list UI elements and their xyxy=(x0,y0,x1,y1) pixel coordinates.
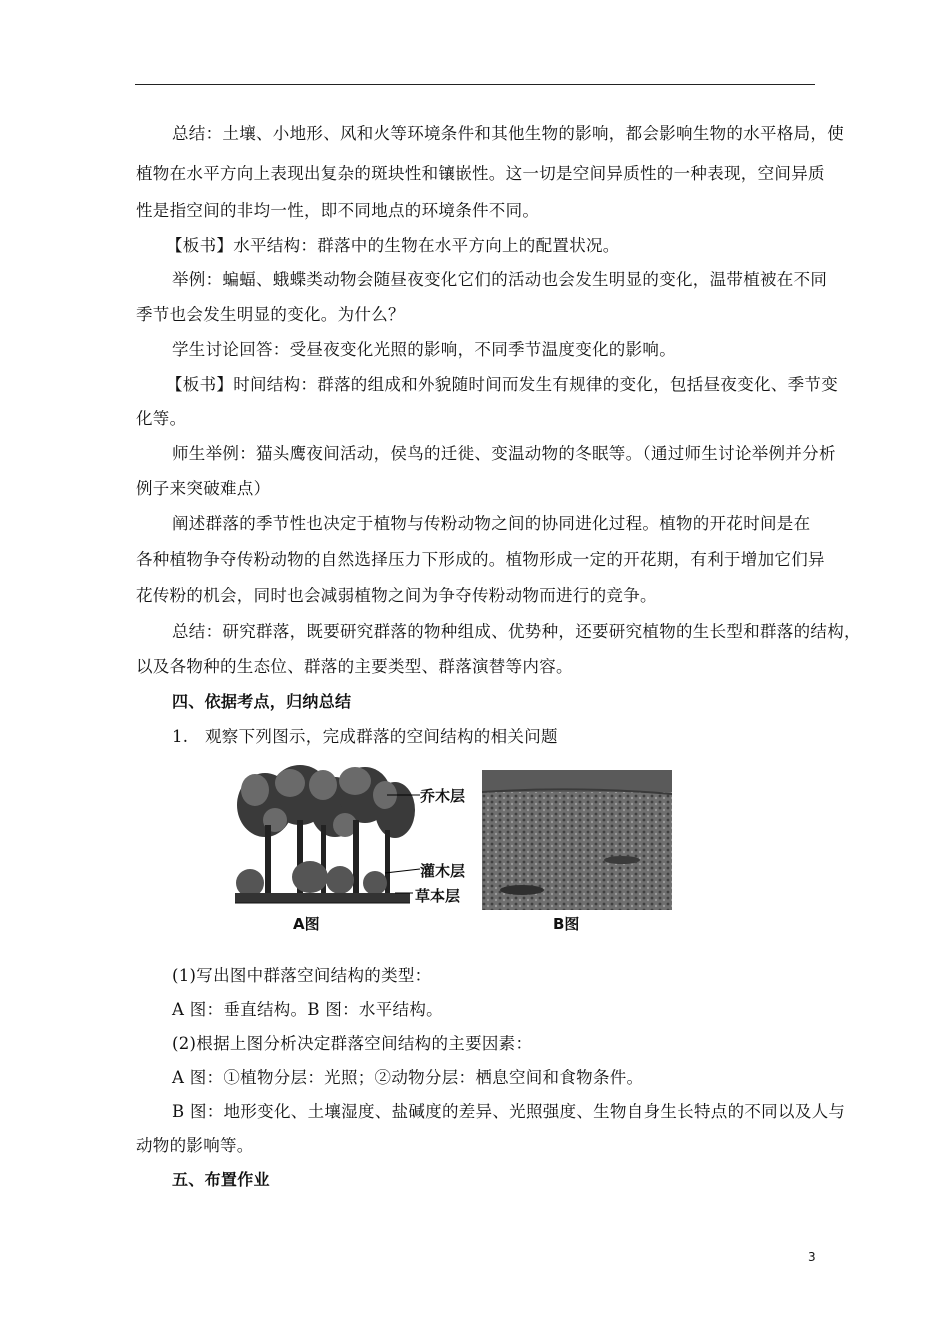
paragraph-line: 【板书】时间结构：群落的组成和外貌随时间而发生有规律的变化，包括昼夜变化、季节变 xyxy=(166,375,838,394)
community-structure-figure xyxy=(235,765,680,935)
paragraph-line: 举例：蝙蝠、蛾蝶类动物会随昼夜变化它们的活动也会发生明显的变化，温带植被在不同 xyxy=(172,270,828,289)
question-text: 观察下列图示，完成群落的空间结构的相关问题 xyxy=(205,727,558,746)
label-tree-layer: 乔木层 xyxy=(420,787,466,805)
paragraph-line: 阐述群落的季节性也决定于植物与传粉动物之间的协同进化过程。植物的开花时间是在 xyxy=(172,514,811,533)
answer-line: A 图：垂直结构。B 图：水平结构。 xyxy=(172,1000,443,1019)
answer-line: B 图：地形变化、土壤湿度、盐碱度的差异、光照强度、生物自身生长特点的不同以及人与 xyxy=(172,1102,846,1121)
caption-b: B图 xyxy=(553,915,580,933)
paragraph-line: 例子来突破难点） xyxy=(136,479,271,498)
paragraph-line: 化等。 xyxy=(136,409,187,428)
paragraph-line: 花传粉的机会，同时也会减弱植物之间为争夺传粉动物而进行的竞争。 xyxy=(136,586,657,605)
question-number: 1. xyxy=(172,727,189,746)
answer-line: (1)写出图中群落空间结构的类型： xyxy=(172,966,432,985)
caption-a: A图 xyxy=(293,915,320,933)
answer-line: A 图：①植物分层：光照；②动物分层：栖息空间和食物条件。 xyxy=(172,1068,644,1087)
paragraph-line: 【板书】水平结构：群落中的生物在水平方向上的配置状况。 xyxy=(166,236,620,255)
label-herb-layer: 草本层 xyxy=(415,887,461,905)
section-heading-5: 五、布置作业 xyxy=(172,1170,270,1189)
page-number: 3 xyxy=(808,1250,816,1264)
paragraph-line: 学生讨论回答：受昼夜变化光照的影响，不同季节温度变化的影响。 xyxy=(172,340,676,359)
grassland-photo xyxy=(482,770,672,910)
answer-line: 动物的影响等。 xyxy=(136,1136,254,1155)
paragraph-line: 植物在水平方向上表现出复杂的斑块性和镶嵌性。这一切是空间异质性的一种表现，空间异质 xyxy=(136,164,825,183)
paragraph-line: 师生举例：猫头鹰夜间活动，侯鸟的迁徙、变温动物的冬眠等。（通过师生讨论举例并分析 xyxy=(172,444,836,463)
paragraph-line: 季节也会发生明显的变化。为什么？ xyxy=(136,305,405,324)
section-heading-4: 四、依据考点，归纳总结 xyxy=(172,692,352,711)
header-rule xyxy=(135,84,815,85)
answer-line: (2)根据上图分析决定群落空间结构的主要因素： xyxy=(172,1034,533,1053)
paragraph-line: 以及各物种的生态位、群落的主要类型、群落演替等内容。 xyxy=(136,657,573,676)
paragraph-line: 总结：研究群落，既要研究群落的物种组成、优势种，还要研究植物的生长型和群落的结构， xyxy=(172,622,861,641)
label-shrub-layer: 灌木层 xyxy=(420,862,466,880)
paragraph-line: 各种植物争夺传粉动物的自然选择压力下形成的。植物形成一定的开花期，有利于增加它们异 xyxy=(136,550,825,569)
paragraph-line: 性是指空间的非均一性，即不同地点的环境条件不同。 xyxy=(136,201,540,220)
paragraph-line: 总结：土壤、小地形、风和火等环境条件和其他生物的影响，都会影响生物的水平格局，使 xyxy=(172,124,844,143)
